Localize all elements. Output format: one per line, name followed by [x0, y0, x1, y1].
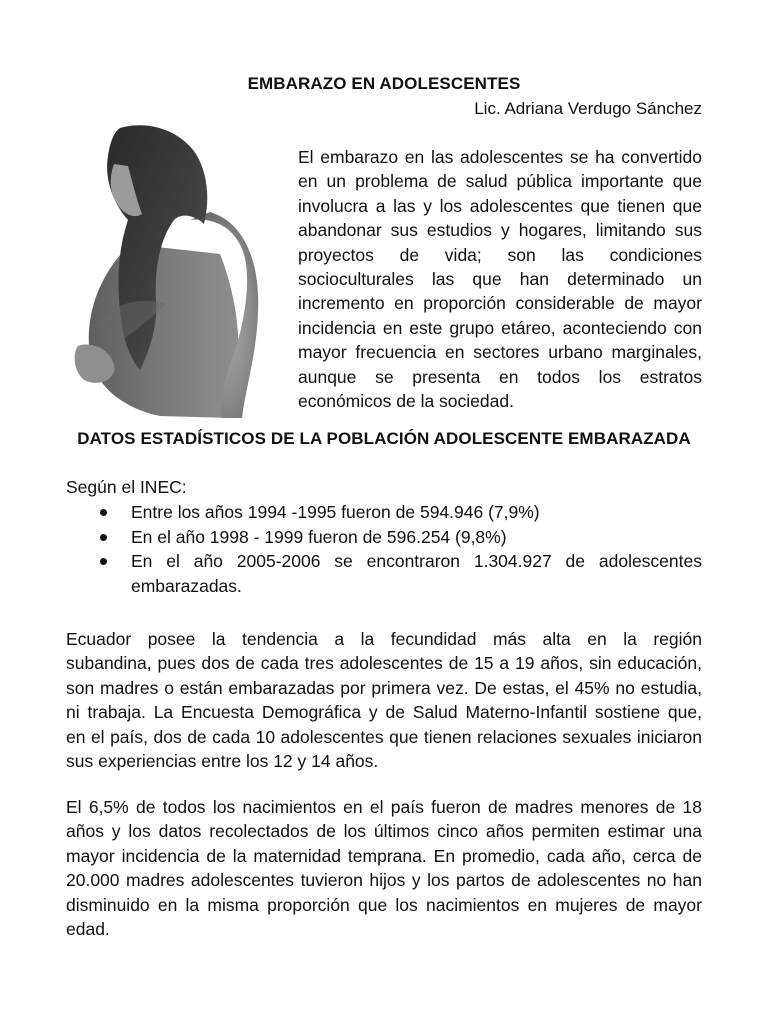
intro-line: abandonar sus estudios y hogares, limitando sus — [298, 220, 702, 241]
paragraph-fertility — [66, 627, 702, 773]
section-heading: DATOS ESTADÍSTICOS DE LA POBLACIÓN ADOLESCENTE EMBARAZADA — [77, 429, 691, 448]
intro-line: involucra a las y los adolescentes que tienen que — [298, 195, 702, 216]
bullet-dot-icon — [100, 558, 107, 565]
intro-line: socioculturales las que han determinado un — [298, 268, 702, 289]
paragraph-line: 20.000 madres adolescentes tuvieron hijos y los partos de adolescentes no han — [66, 870, 702, 891]
intro-line: proyectos de vida; son las condiciones — [298, 244, 702, 265]
paragraph-line: disminuido en la misma proporción que los nacimientos en mujeres de mayor — [66, 894, 702, 915]
list-item — [66, 525, 702, 550]
list-item — [66, 500, 702, 525]
paragraph-line: sus experiencias entre los 12 y 14 años. — [66, 750, 379, 771]
paragraph-line: años y los datos recolectados de los últimos cinco años permiten estimar una — [66, 821, 702, 842]
intro-line: económicos de la sociedad. — [298, 390, 514, 411]
author-name: Lic. Adriana Verdugo Sánchez — [474, 99, 702, 118]
paragraph-line: mayor incidencia de la maternidad temprana. En promedio, cada año, cerca de — [66, 845, 702, 866]
document-title: EMBARAZO EN ADOLESCENTES — [247, 74, 521, 93]
intro-line: El embarazo en las adolescentes se ha convertido — [298, 147, 702, 167]
intro-line: aunque se presenta en todos los estratos — [298, 366, 702, 387]
intro-line: incremento en proporción considerable de mayor — [298, 293, 702, 314]
paragraph-line: en el país, dos de cada 10 adolescentes que tienen relaciones sexuales iniciaron — [66, 726, 702, 747]
paragraph-line: subandina, pues dos de cada tres adolescentes de 15 a 19 años, sin educación, — [66, 653, 702, 674]
list-item-text: Entre los años 1994 -1995 fueron de 594.946 (7,9%) — [131, 502, 540, 522]
source-label: Según el INEC: — [66, 477, 187, 497]
paragraph-line: ni trabaja. La Encuesta Demográfica y de Salud Materno-Infantil sostiene que, — [66, 702, 702, 723]
paragraph-line: Ecuador posee la tendencia a la fecundidad más alta en la región — [66, 629, 702, 649]
list-item-text: En el año 1998 - 1999 fueron de 596.254 (9,8%) — [131, 526, 507, 547]
list-item-text: embarazadas. — [131, 575, 242, 596]
paragraph-line: son madres o están embarazadas por primera vez. De estas, el 45% no estudia, — [66, 677, 702, 698]
paragraph-births — [66, 795, 702, 941]
statistics-list — [66, 500, 702, 598]
intro-paragraph — [298, 145, 702, 413]
intro-line: en un problema de salud pública importante que — [298, 171, 702, 192]
list-item-text: En el año 2005-2006 se encontraron 1.304.927 de adolescentes — [131, 551, 702, 571]
list-item — [66, 549, 702, 598]
paragraph-line: El 6,5% de todos los nacimientos en el país fueron de madres menores de 18 — [66, 797, 702, 817]
intro-line: mayor frecuencia en sectores urbano marginales, — [298, 342, 702, 363]
bullet-dot-icon — [100, 534, 107, 541]
intro-line: incidencia en este grupo etáreo, aconteciendo con — [298, 317, 702, 338]
pregnant-adolescent-photo — [70, 124, 266, 418]
paragraph-line: edad. — [66, 918, 110, 939]
bullet-dot-icon — [100, 509, 107, 516]
